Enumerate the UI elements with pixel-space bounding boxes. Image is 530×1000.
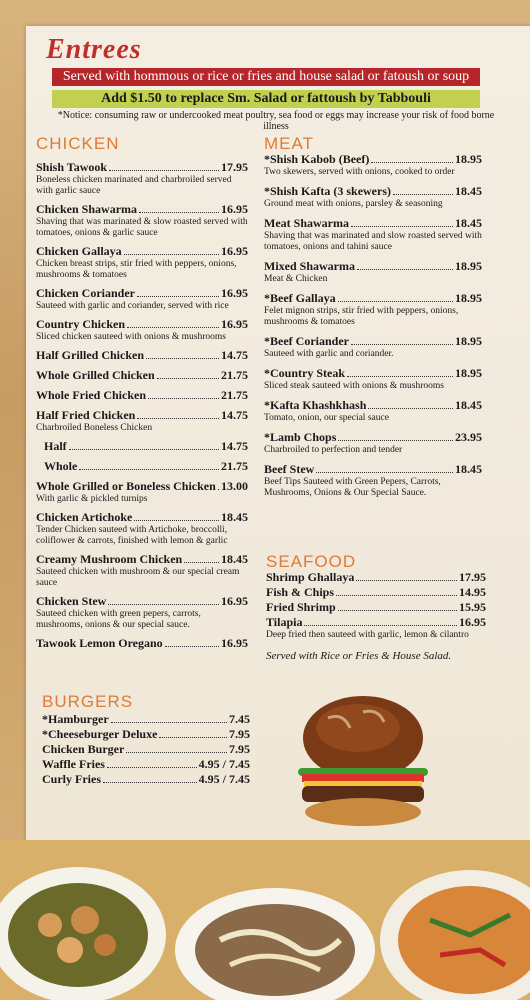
- menu-item-price: 18.95: [455, 366, 482, 380]
- menu-item-name: Chicken Artichoke: [36, 510, 133, 524]
- menu-item-line: [264, 430, 482, 445]
- menu-item: [42, 772, 250, 787]
- menu-item: [264, 184, 482, 210]
- leader-dots: [111, 722, 227, 723]
- menu-item: [266, 615, 486, 641]
- menu-item: [264, 430, 482, 456]
- menu-item-line: [264, 259, 482, 274]
- menu-item-price: 14.75: [221, 348, 248, 362]
- menu-item: [36, 594, 248, 631]
- seafood-heading: SEAFOOD: [266, 552, 357, 571]
- menu-item-price: 16.95: [221, 594, 248, 608]
- menu-item-name: Chicken Burger: [42, 742, 125, 756]
- leader-dots: [347, 376, 453, 377]
- menu-item-description: Ground meat with onions, parsley & seasoning: [264, 199, 443, 209]
- menu-item-line: [264, 334, 482, 349]
- menu-item-line: [36, 160, 248, 175]
- menu-item-name: Half: [44, 439, 67, 453]
- menu-item-price: 16.95: [221, 636, 248, 650]
- menu-item-line: [264, 216, 482, 231]
- menu-item-line: [266, 570, 486, 585]
- menu-item-price: 23.95: [455, 430, 482, 444]
- leader-dots: [137, 418, 219, 419]
- leader-dots: [356, 580, 457, 581]
- menu-item-line: [42, 712, 250, 727]
- leader-dots: [148, 398, 219, 399]
- leader-dots: [159, 737, 227, 738]
- menu-item: [36, 317, 248, 343]
- leader-dots: [351, 344, 453, 345]
- menu-item-line: [264, 184, 482, 199]
- leader-dots: [103, 782, 197, 783]
- menu-item-price: 17.95: [459, 570, 486, 584]
- menu-item-line: [42, 727, 250, 742]
- menu-item-description: Shaving that was marinated and slow roasted served with tomatoes, onions and tahini sauce: [264, 231, 482, 252]
- menu-item-price: 7.95: [229, 742, 250, 756]
- menu-item-description: Felet mignon strips, stir fried with peppers, onions, mushrooms & tomatoes: [264, 306, 459, 327]
- menu-item-price: 17.95: [221, 160, 248, 174]
- leader-dots: [137, 296, 219, 297]
- menu-item: [36, 636, 248, 651]
- menu-item: [36, 439, 248, 454]
- leader-dots: [368, 408, 453, 409]
- leader-dots: [371, 162, 453, 163]
- menu-item-line: [36, 388, 248, 403]
- menu-item-line: [36, 348, 248, 363]
- menu-item-description: Tomato, onion, our special sauce: [264, 413, 389, 423]
- burgers-heading: BURGERS: [42, 692, 134, 711]
- leader-dots: [139, 212, 219, 213]
- menu-item-price: 4.95 / 7.45: [198, 772, 250, 786]
- chicken-list: [36, 160, 248, 656]
- menu-item-price: 18.95: [455, 334, 482, 348]
- menu-item: [36, 388, 248, 403]
- menu-item-name: Fish & Chips: [266, 585, 335, 599]
- leader-dots: [316, 472, 453, 473]
- menu-item-price: 18.45: [455, 462, 482, 476]
- menu-item-price: 16.95: [221, 202, 248, 216]
- leader-dots: [134, 520, 219, 521]
- menu-item-line: [36, 636, 248, 651]
- leader-dots: [146, 358, 219, 359]
- menu-item: [36, 368, 248, 383]
- menu-item-name: Chicken Shawarma: [36, 202, 138, 216]
- menu-item-name: Chicken Coriander: [36, 286, 135, 300]
- menu-item-line: [266, 600, 486, 615]
- served-with-banner: Served with hommous or rice or fries and house salad or fatoush or soup: [52, 68, 480, 86]
- menu-item-description: Sauteed chicken with green pepers, carrots, mushrooms, onions & our special sauce.: [36, 609, 201, 630]
- menu-item-line: [266, 585, 486, 600]
- menu-item-line: [36, 202, 248, 217]
- menu-item-name: *Shish Kabob (Beef): [264, 152, 370, 166]
- menu-item-name: *Hamburger: [42, 712, 109, 726]
- menu-item-line: [264, 291, 482, 306]
- leader-dots: [165, 646, 219, 647]
- menu-item-name: Tilapia: [266, 615, 303, 629]
- menu-item-description: Tender Chicken sauteed with Artichoke, broccolli, coliflower & carrots, finished with lemon & garlic: [36, 525, 228, 546]
- menu-item-description: Shaving that was marinated & slow roasted served with tomatoes, onions & garlic sauce: [36, 217, 248, 238]
- menu-item: [42, 742, 250, 757]
- menu-item-name: *Lamb Chops: [264, 430, 337, 444]
- leader-dots: [79, 469, 219, 470]
- menu-item: [36, 160, 248, 197]
- menu-item-name: *Kafta Khashkhash: [264, 398, 367, 412]
- menu-item-price: 16.95: [221, 286, 248, 300]
- meat-list: [264, 152, 482, 505]
- menu-item-price: 18.95: [455, 259, 482, 273]
- menu-item-price: 18.45: [455, 184, 482, 198]
- menu-item-description: With garlic & pickled turnips: [36, 494, 148, 504]
- chicken-heading: CHICKEN: [36, 134, 120, 153]
- menu-item-price: 14.95: [459, 585, 486, 599]
- menu-item-price: 14.75: [221, 408, 248, 422]
- seafood-note: Served with Rice or Fries & House Salad.: [266, 650, 452, 662]
- menu-item: [266, 570, 486, 585]
- menu-item: [264, 291, 482, 328]
- menu-item-name: Shrimp Ghallaya: [266, 570, 355, 584]
- menu-item-name: Waffle Fries: [42, 757, 105, 771]
- menu-item-name: Curly Fries: [42, 772, 101, 786]
- menu-item-name: Half Fried Chicken: [36, 408, 136, 422]
- leader-dots: [127, 327, 219, 328]
- menu-item-name: *Beef Gallaya: [264, 291, 336, 305]
- menu-item-line: [36, 552, 248, 567]
- menu-item-name: Fried Shrimp: [266, 600, 336, 614]
- menu-item: [264, 462, 482, 499]
- menu-item-line: [36, 439, 248, 454]
- menu-item-price: 16.95: [221, 317, 248, 331]
- menu-item-name: Whole Grilled or Boneless Chicken: [36, 479, 216, 493]
- meat-heading: MEAT: [264, 134, 314, 153]
- menu-item: [36, 348, 248, 363]
- menu-item-description: Two skewers, served with onions, cooked to order: [264, 167, 455, 177]
- menu-item-name: Whole: [44, 459, 78, 473]
- leader-dots: [108, 604, 219, 605]
- notice-text: *Notice: consuming raw or undercooked meat poultry, sea food or eggs may increase your risk of food borne illness: [57, 110, 495, 132]
- menu-item: [42, 712, 250, 727]
- menu-item: [264, 259, 482, 285]
- menu-item-name: Mixed Shawarma: [264, 259, 355, 273]
- leader-dots: [338, 610, 457, 611]
- menu-item-name: Meat Shawarma: [264, 216, 349, 230]
- menu-item-price: 18.45: [221, 510, 248, 524]
- leader-dots: [184, 562, 219, 563]
- menu-item-name: *Beef Coriander: [264, 334, 349, 348]
- menu-item-line: [36, 317, 248, 332]
- menu-item-description: Charbroiled Boneless Chicken: [36, 423, 153, 433]
- menu-item-name: Tawook Lemon Oregano: [36, 636, 163, 650]
- leader-dots: [157, 378, 219, 379]
- leader-dots: [124, 254, 219, 255]
- menu-item-name: Chicken Gallaya: [36, 244, 122, 258]
- menu-item-price: 18.45: [221, 552, 248, 566]
- menu-item: [36, 510, 248, 547]
- menu-item-name: Whole Grilled Chicken: [36, 368, 155, 382]
- leader-dots: [338, 440, 453, 441]
- menu-item-line: [36, 408, 248, 423]
- menu-item-line: [36, 459, 248, 474]
- menu-item-description: Beef Tips Sauteed with Green Pepers, Carrots, Mushrooms, Onions & Our Special Sauce.: [264, 477, 441, 498]
- menu-item-line: [264, 398, 482, 413]
- food-plates-image: [0, 840, 530, 1000]
- menu-item-description: Meat & Chicken: [264, 274, 328, 284]
- menu-item-line: [36, 368, 248, 383]
- menu-item-line: [36, 510, 248, 525]
- menu-item-line: [36, 286, 248, 301]
- menu-item-line: [36, 244, 248, 259]
- menu-item: [36, 244, 248, 281]
- menu-item-price: 4.95 / 7.45: [198, 757, 250, 771]
- menu-item: [42, 757, 250, 772]
- menu-item-name: Half Grilled Chicken: [36, 348, 144, 362]
- menu-item: [36, 286, 248, 312]
- menu-item: [36, 202, 248, 239]
- menu-item-line: [264, 366, 482, 381]
- leader-dots: [304, 625, 457, 626]
- menu-item: [264, 216, 482, 253]
- menu-item-line: [36, 594, 248, 609]
- menu-item-price: 16.95: [221, 244, 248, 258]
- menu-item-price: 15.95: [459, 600, 486, 614]
- menu-item-description: Sliced chicken sauteed with onions & mushrooms: [36, 332, 226, 342]
- menu-item-price: 21.75: [221, 459, 248, 473]
- menu-item-price: 21.75: [221, 368, 248, 382]
- menu-item-line: [264, 462, 482, 477]
- menu-item-name: *Cheeseburger Deluxe: [42, 727, 158, 741]
- menu-item-description: Deep fried then sauteed with garlic, lemon & cilantro: [266, 630, 469, 640]
- menu-item-name: Shish Tawook: [36, 160, 108, 174]
- menu-item-name: Creamy Mushroom Chicken: [36, 552, 183, 566]
- menu-item: [264, 398, 482, 424]
- menu-item-line: [42, 742, 250, 757]
- menu-item-price: 7.95: [229, 727, 250, 741]
- menu-item: [36, 552, 248, 589]
- menu-item: [36, 479, 248, 505]
- menu-item-line: [42, 757, 250, 772]
- menu-item-description: Chicken breast strips, stir fried with peppers, onions, mushrooms & tomatoes: [36, 259, 237, 280]
- menu-item-description: Charbroiled to perfection and tender: [264, 445, 403, 455]
- menu-item-line: [264, 152, 482, 167]
- add-on-banner: Add $1.50 to replace Sm. Salad or fattoush by Tabbouli: [52, 90, 480, 108]
- menu-item-price: 14.75: [221, 439, 248, 453]
- burgers-list: [42, 712, 250, 787]
- menu-item-price: 16.95: [459, 615, 486, 629]
- seafood-list: [266, 570, 486, 641]
- menu-item-line: [36, 479, 248, 494]
- leader-dots: [336, 595, 457, 596]
- menu-item: [264, 334, 482, 360]
- menu-item: [36, 408, 248, 434]
- burger-image: [288, 690, 438, 840]
- page-title: Entrees: [46, 34, 142, 65]
- leader-dots: [107, 767, 197, 768]
- menu-item-line: [42, 772, 250, 787]
- leader-dots: [126, 752, 227, 753]
- menu-item-price: 18.45: [455, 216, 482, 230]
- menu-item-price: 18.95: [455, 291, 482, 305]
- menu-item: [266, 585, 486, 600]
- leader-dots: [338, 301, 453, 302]
- menu-item-price: 13.00: [221, 479, 248, 493]
- menu-item: [42, 727, 250, 742]
- menu-item-price: 7.45: [229, 712, 250, 726]
- menu-item-price: 18.95: [455, 152, 482, 166]
- menu-item: [266, 600, 486, 615]
- leader-dots: [109, 170, 219, 171]
- menu-item-line: [266, 615, 486, 630]
- leader-dots: [69, 449, 219, 450]
- menu-item-description: Boneless chicken marinated and charbroiled served with garlic sauce: [36, 175, 232, 196]
- menu-item-description: Sauteed chicken with mushroom & our special cream sauce: [36, 567, 240, 588]
- menu-item-description: Sauteed with garlic and coriander, served with rice: [36, 301, 229, 311]
- leader-dots: [351, 226, 453, 227]
- menu-item-price: 18.45: [455, 398, 482, 412]
- leader-dots: [393, 194, 453, 195]
- menu-item-name: Whole Fried Chicken: [36, 388, 146, 402]
- menu-item: [264, 366, 482, 392]
- leader-dots: [357, 269, 453, 270]
- menu-item: [36, 459, 248, 474]
- menu-item: [264, 152, 482, 178]
- menu-item-description: Sauteed with garlic and coriander.: [264, 349, 394, 359]
- menu-item-name: Country Chicken: [36, 317, 126, 331]
- leader-dots: [218, 489, 219, 490]
- menu-item-description: Sliced steak sauteed with onions & mushrooms: [264, 381, 444, 391]
- menu-item-name: *Country Steak: [264, 366, 346, 380]
- menu-item-name: *Shish Kafta (3 skewers): [264, 184, 392, 198]
- menu-item-name: Chicken Stew: [36, 594, 107, 608]
- menu-item-price: 21.75: [221, 388, 248, 402]
- menu-item-name: Beef Stew: [264, 462, 315, 476]
